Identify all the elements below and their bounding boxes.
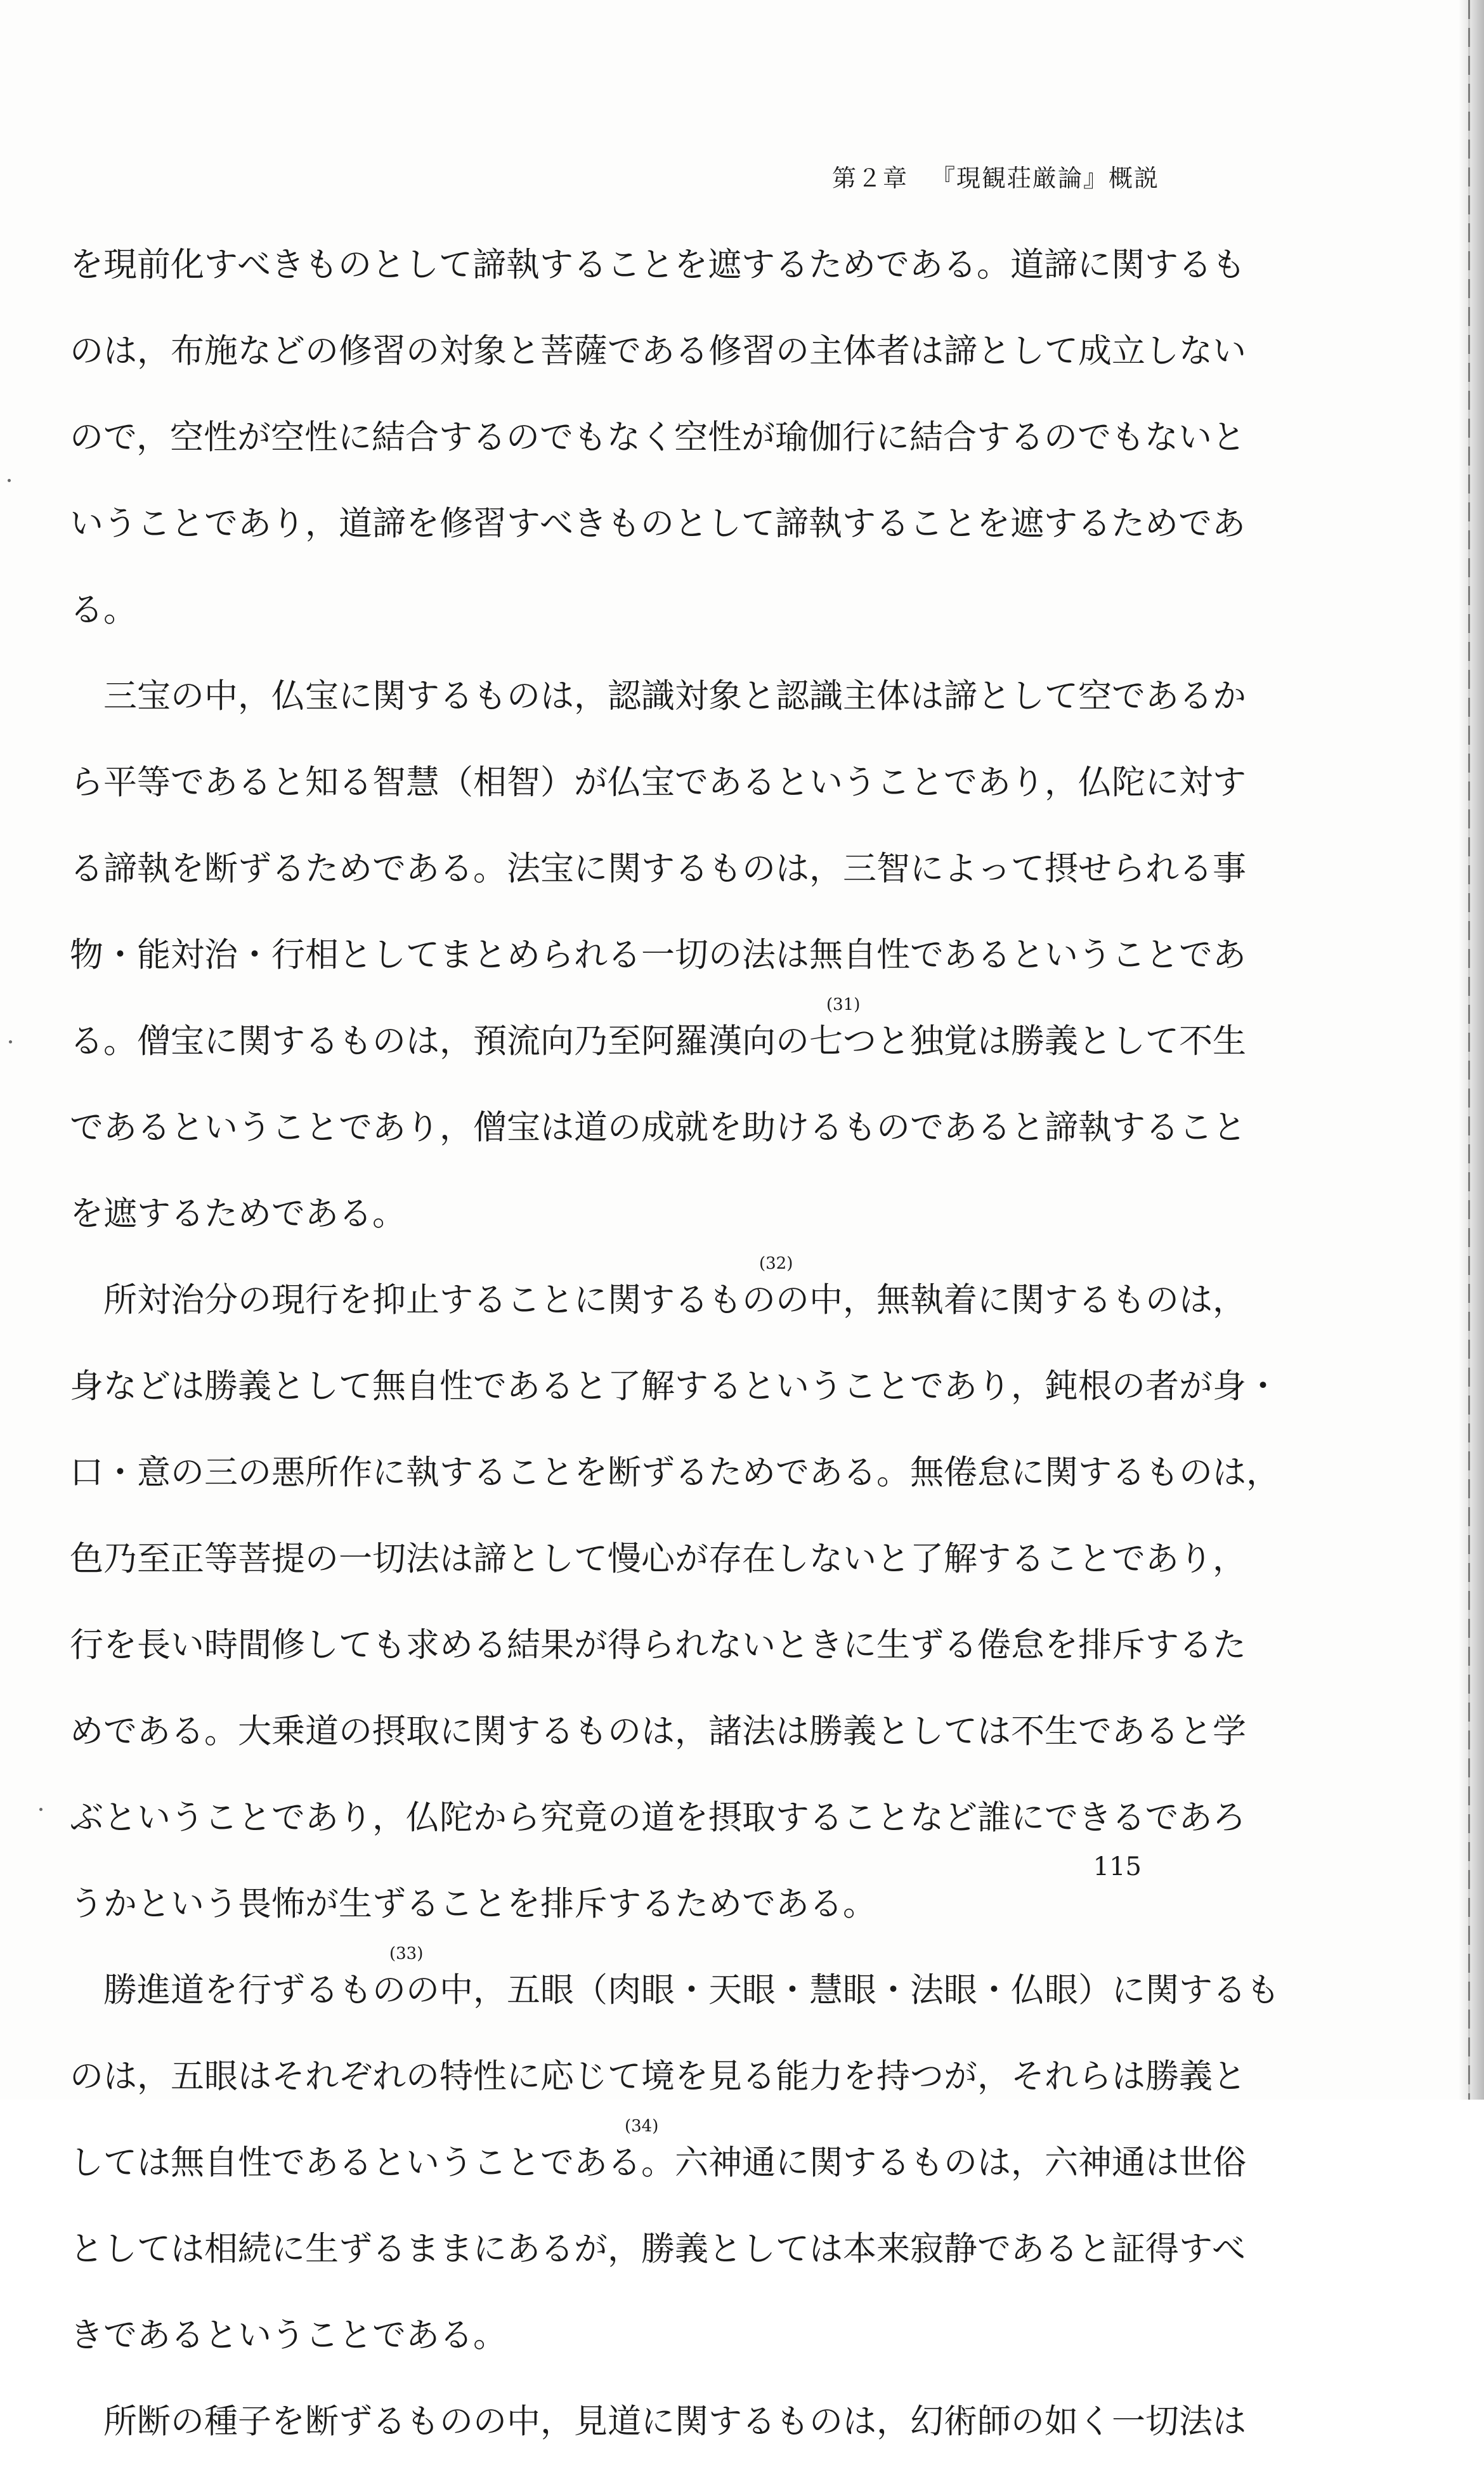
text-line: きであるということである。 [70, 2316, 507, 2355]
text-line [70, 2117, 1246, 2206]
text-line: 口・意の三の悪所作に執することを断ずるためである。無倦怠に関するものは， [70, 1453, 1280, 1492]
text-line: うかという畏怖が生ずることを排斥するためである。 [70, 1885, 876, 1923]
footnote-number: (31) [826, 995, 861, 1014]
text-line: ので，空性が空性に結合するのでもなく空性が瑜伽行に結合するのでもないと [70, 418, 1246, 457]
running-header-title: 『現観荘厳論』概説 [930, 164, 1159, 192]
text-line: であるということであり，僧宝は道の成就を助けるものであると諦執すること [70, 1108, 1246, 1147]
text-line: を遮するためである。 [70, 1194, 406, 1233]
text-line: としては相続に生ずるままにあるが，勝義としては本来寂静であると証得すべ [70, 2230, 1246, 2268]
text-segment: しては無自性であるということである [70, 2143, 641, 2182]
text-line [70, 1254, 1246, 1344]
scan-speck [39, 1808, 42, 1811]
body-text [70, 222, 1280, 2465]
scan-speck [8, 479, 11, 482]
text-line: 行を長い時間修しても求める結果が得られないときに生ずる倦怠を排斥するた [70, 1626, 1246, 1664]
text-line: のは，五眼はそれぞれの特性に応じて境を見る能力を持つが，それらは勝義と [70, 2057, 1246, 2096]
text-line: めである。大乗道の摂取に関するものは，諸法は勝義としては不生であると学 [70, 1712, 1246, 1751]
text-segment: の中，五眼（肉眼・天眼・慧眼・法眼・仏眼）に関するも [406, 1971, 1280, 2010]
text-line: 三宝の中，仏宝に関するものは，認識対象と認識主体は諦として空であるか [103, 677, 1246, 716]
text-segment: る。僧宝に関するものは，預流向乃至阿羅漢向の七 [70, 1022, 843, 1061]
text-line: ぶということであり，仏陀から究竟の道を摂取することなど誰にできるであろ [70, 1798, 1246, 1837]
text-segment: の中，無執着に関するものは， [776, 1281, 1246, 1319]
text-line: 所断の種子を断ずるものの中，見道に関するものは，幻術師の如く一切法は [103, 2402, 1246, 2441]
text-line: 色乃至正等菩提の一切法は諦として慢心が存在しないと了解することであり， [70, 1540, 1246, 1578]
text-segment: 所対治分の現行を抑止することに関するもの [103, 1281, 776, 1319]
text-segment: 勝進道を行ずるもの [103, 1971, 406, 2010]
text-line [70, 995, 1246, 1085]
footnote-number: (33) [389, 1944, 424, 1963]
footnote-number: (34) [625, 2117, 659, 2136]
text-line: いうことであり，道諦を修習すべきものとして諦執することを遮するためであ [70, 504, 1246, 543]
text-line: る。 [70, 591, 137, 629]
text-segment: 。六神通に関するものは，六神通は世俗 [641, 2143, 1246, 2182]
text-line: を現前化すべきものとして諦執することを遮するためである。道諦に関するも [70, 245, 1246, 284]
scan-speck [9, 1040, 12, 1043]
text-line: 物・能対治・行相としてまとめられる一切の法は無自性であるということであ [70, 936, 1246, 974]
page-binding-shadow [1459, 0, 1484, 2100]
text-line: のは，布施などの修習の対象と菩薩である修習の主体者は諦として成立しない [70, 332, 1246, 370]
text-line: る諦執を断ずるためである。法宝に関するものは，三智によって摂せられる事 [70, 849, 1246, 888]
running-header [832, 159, 1159, 193]
text-line: ら平等であると知る智慧（相智）が仏宝であるということであり，仏陀に対す [70, 763, 1246, 802]
text-line: 身などは勝義として無自性であると了解するということであり，鈍根の者が身・ [70, 1367, 1280, 1406]
page-number: 115 [1093, 1852, 1142, 1881]
running-header-chapter: 第２章 [831, 164, 908, 192]
footnote-number: (32) [759, 1254, 793, 1273]
page-binding-edge [1468, 0, 1470, 2100]
text-line [70, 1944, 1280, 2034]
text-segment: つと独覚は勝義として不生 [843, 1022, 1246, 1061]
